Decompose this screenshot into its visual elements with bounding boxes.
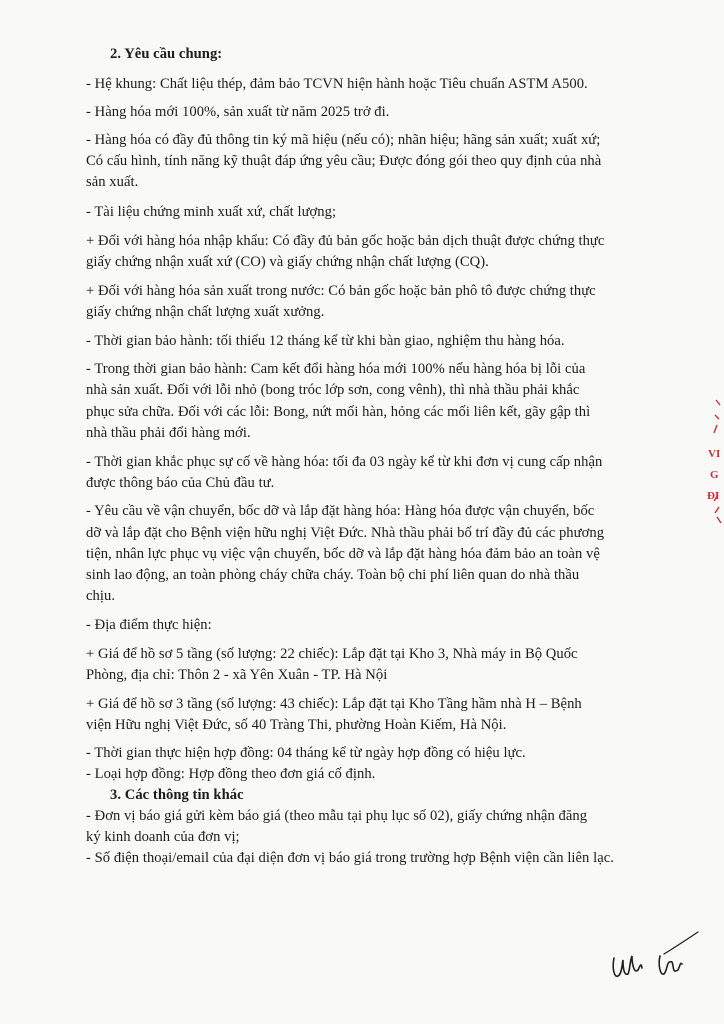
text-line: giấy chứng nhận chất lượng xuất xưởng.	[86, 304, 325, 320]
text-line: được thông báo của Chủ đầu tư.	[86, 475, 275, 491]
text-line: - Thời gian khắc phục sự cố về hàng hóa: tối đa 03 ngày kể từ khi đơn vị cung cấp nhận	[86, 454, 603, 470]
text-line: Phòng, địa chỉ: Thôn 2 - xã Yên Xuân - TP. Hà Nội	[86, 667, 388, 683]
text-line: + Đối với hàng hóa sản xuất trong nước: Có bản gốc hoặc bản phô tô được chứng thực	[86, 283, 596, 299]
text-line: nhà thầu phải đổi hàng mới.	[86, 425, 251, 441]
text-line: + Đối với hàng hóa nhập khẩu: Có đầy đủ bản gốc hoặc bản dịch thuật được chứng thực	[86, 233, 605, 249]
text-line: viện Hữu nghị Việt Đức, số 40 Tràng Thi, phường Hoàn Kiếm, Hà Nội.	[86, 717, 507, 733]
text-line: sinh lao động, an toàn phòng cháy chữa cháy. Toàn bộ chi phí liên quan do nhà thầu	[86, 567, 580, 583]
text-line: phục sửa chữa. Đối với các lỗi: Bong, nứt mối hàn, hỏng các mối liên kết, gãy gập thì	[86, 404, 591, 420]
text-line: ký kinh doanh của đơn vị;	[86, 829, 240, 845]
text-line: + Giá để hồ sơ 3 tầng (số lượng: 43 chiếc): Lắp đặt tại Kho Tầng hầm nhà H – Bệnh	[86, 696, 582, 712]
section-2-heading: 2. Yêu cầu chung:	[110, 46, 223, 62]
text-line: - Địa điểm thực hiện:	[86, 617, 212, 633]
stamp-text: ĐI	[707, 490, 720, 502]
text-line: giấy chứng nhận xuất xứ (CO) và giấy chứng nhận chất lượng (CQ).	[86, 254, 489, 270]
text-line: chịu.	[86, 588, 116, 604]
stamp-text: G	[710, 469, 719, 481]
text-line: sản xuất.	[86, 174, 139, 190]
signature-initials	[608, 930, 708, 990]
stamp-text: VI	[708, 448, 721, 460]
text-line: - Tài liệu chứng minh xuất xứ, chất lượng;	[86, 204, 337, 220]
text-line: - Hệ khung: Chất liệu thép, đảm bảo TCVN hiện hành hoặc Tiêu chuẩn ASTM A500.	[86, 76, 588, 92]
text-line: - Thời gian bảo hành: tối thiểu 12 tháng kể từ khi bàn giao, nghiệm thu hàng hóa.	[86, 333, 565, 349]
text-line: - Yêu cầu về vận chuyển, bốc dỡ và lắp đặt hàng hóa: Hàng hóa được vận chuyển, bốc	[86, 503, 595, 519]
text-line: tiện, nhân lực phục vụ việc vận chuyển, bốc dỡ và lắp đặt hàng hóa đảm bảo an toàn vệ	[86, 546, 600, 562]
section-3-heading: 3. Các thông tin khác	[110, 787, 244, 803]
text-line: - Trong thời gian bảo hành: Cam kết đổi hàng hóa mới 100% nếu hàng hóa bị lỗi của	[86, 361, 586, 377]
text-line: - Đơn vị báo giá gửi kèm báo giá (theo mẫu tại phụ lục số 02), giấy chứng nhận đăng	[86, 808, 588, 824]
text-line: - Hàng hóa mới 100%, sản xuất từ năm 2025 trở đi.	[86, 104, 390, 120]
stamp-edge-icon	[706, 395, 724, 530]
text-line: dỡ và lắp đặt cho Bệnh viện hữu nghị Việt Đức. Nhà thầu phải bố trí đầy đủ các phương	[86, 525, 605, 541]
text-line: - Hàng hóa có đầy đủ thông tin ký mã hiệu (nếu có); nhãn hiệu; hãng sản xuất; xuất xứ;	[86, 132, 601, 148]
text-line: - Số điện thoại/email của đại diện đơn vị báo giá trong trường hợp Bệnh viện cần liên lạc.	[86, 850, 614, 866]
text-line: Có cấu hình, tính năng kỹ thuật đáp ứng yêu cầu; Được đóng gói theo quy định của nhà	[86, 153, 602, 169]
text-line: nhà sản xuất. Đối với lỗi nhỏ (bong tróc lớp sơn, cong vênh), thì nhà thầu phải khắc	[86, 382, 580, 398]
text-line: - Thời gian thực hiện hợp đồng: 04 tháng kể từ ngày hợp đồng có hiệu lực.	[86, 745, 526, 761]
text-line: - Loại hợp đồng: Hợp đồng theo đơn giá cố định.	[86, 766, 376, 782]
text-line: + Giá để hồ sơ 5 tầng (số lượng: 22 chiếc): Lắp đặt tại Kho 3, Nhà máy in Bộ Quốc	[86, 646, 578, 662]
